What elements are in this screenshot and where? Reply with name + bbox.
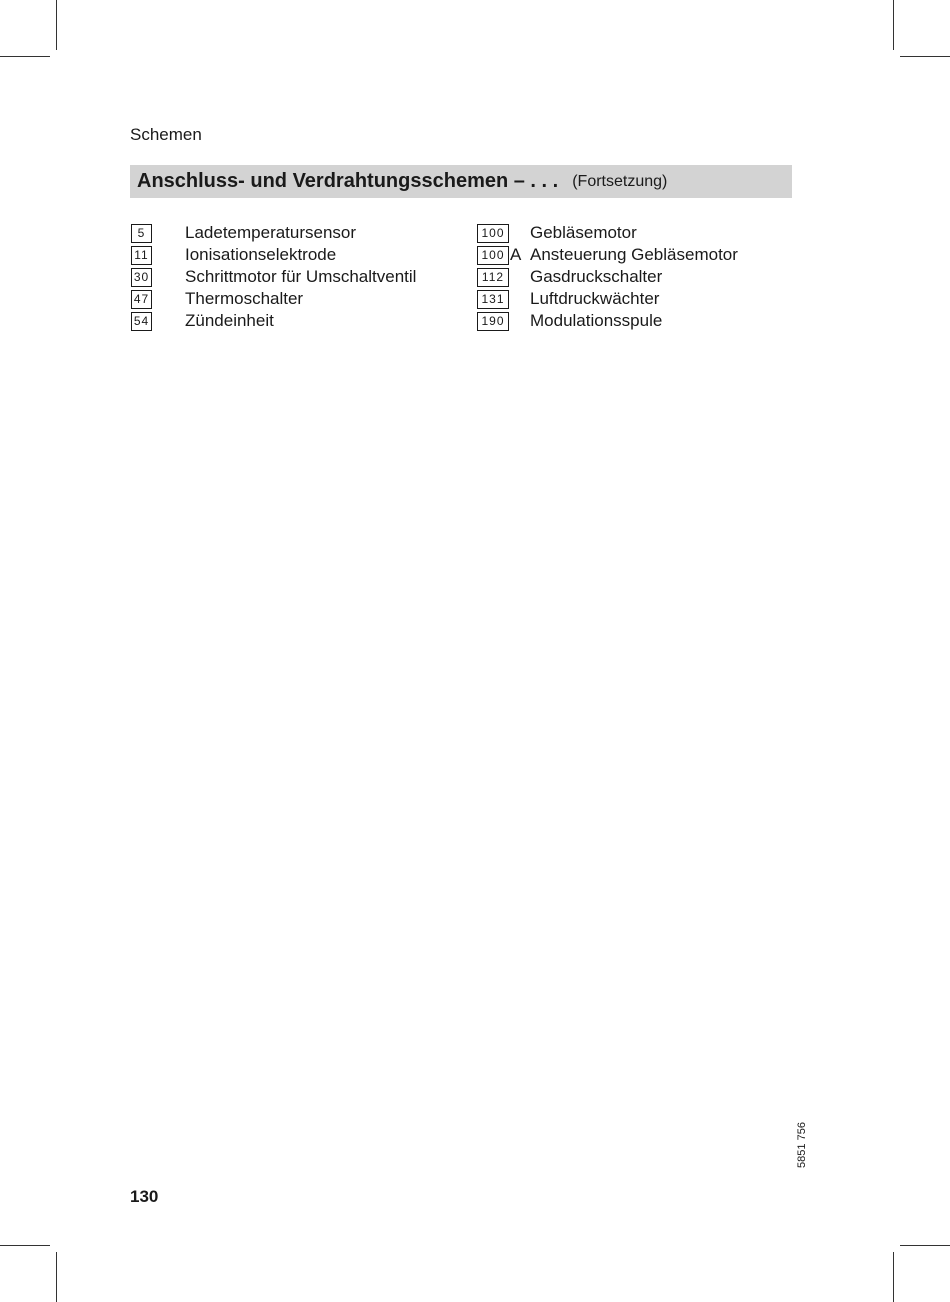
crop-mark xyxy=(56,1252,57,1302)
legend-label: Zündeinheit xyxy=(185,311,274,330)
legend-item xyxy=(477,244,738,266)
crop-mark xyxy=(900,1245,950,1246)
crop-mark xyxy=(900,56,950,57)
title-continued: (Fortsetzung) xyxy=(572,172,668,190)
legend-number-box: 112 xyxy=(477,268,509,287)
title-bar xyxy=(130,165,792,198)
crop-mark xyxy=(0,56,50,57)
legend-number-box: 30 xyxy=(131,268,152,287)
legend-number-box: 100 xyxy=(477,246,509,265)
legend-item xyxy=(131,288,304,310)
page-number: 130 xyxy=(130,1187,159,1206)
crop-mark xyxy=(0,1245,50,1246)
legend-label: Ansteuerung Gebläsemotor xyxy=(530,245,738,264)
crop-mark xyxy=(893,1252,894,1302)
legend-item xyxy=(131,244,337,266)
legend-number-suffix: A xyxy=(510,245,522,264)
legend-item xyxy=(131,222,357,244)
section-label: Schemen xyxy=(130,125,202,144)
legend-number-box: 190 xyxy=(477,312,509,331)
legend-label: Luftdruckwächter xyxy=(530,289,660,308)
legend-label: Schrittmotor für Umschaltventil xyxy=(185,267,417,286)
legend-item xyxy=(477,222,637,244)
legend-item xyxy=(477,288,660,310)
legend-right-column xyxy=(477,222,738,332)
legend-item xyxy=(131,310,274,332)
document-number: 5851 756 xyxy=(796,1122,808,1168)
legend-label: Thermoschalter xyxy=(185,289,304,308)
legend-label: Ladetemperatursensor xyxy=(185,223,357,242)
legend-label: Gasdruckschalter xyxy=(530,267,663,286)
legend-number-box: 131 xyxy=(477,290,509,309)
legend-label: Gebläsemotor xyxy=(530,223,637,242)
legend-number-box: 100 xyxy=(477,224,509,243)
legend-label: Modulationsspule xyxy=(530,311,663,330)
page-title: Anschluss- und Verdrahtungsschemen – . . . xyxy=(137,170,559,192)
legend-item xyxy=(477,310,663,332)
crop-mark xyxy=(56,0,57,50)
legend-number-box: 54 xyxy=(131,312,152,331)
crop-mark xyxy=(893,0,894,50)
legend-number-box: 5 xyxy=(131,224,152,243)
legend-label: Ionisationselektrode xyxy=(185,245,337,264)
legend-item xyxy=(477,266,663,288)
legend-number-box: 47 xyxy=(131,290,152,309)
legend-number-box: 11 xyxy=(131,246,152,265)
legend-left-column xyxy=(131,222,417,332)
legend-item xyxy=(131,266,417,288)
